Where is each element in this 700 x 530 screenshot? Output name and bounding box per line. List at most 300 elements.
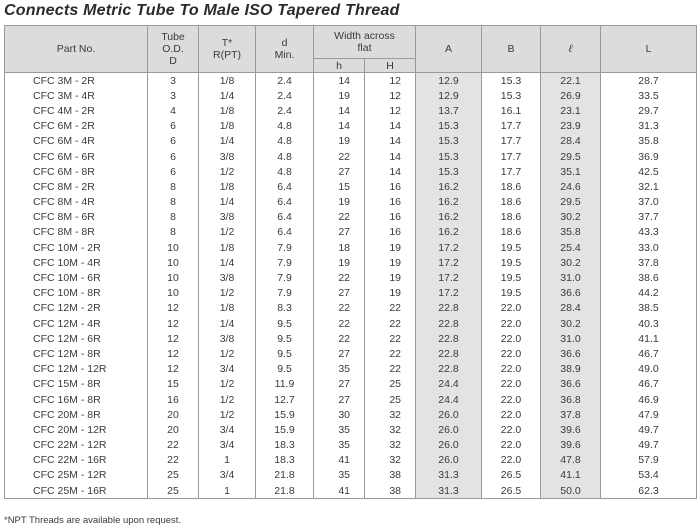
table-row [5, 453, 697, 468]
table-row [5, 88, 697, 103]
cell-thread: 1/2 [199, 225, 256, 240]
header-thread: T* R(PT) [199, 26, 256, 73]
cell-h-big: 38 [365, 468, 416, 483]
cell-a: 26.0 [416, 422, 482, 437]
header-h-small: h [314, 59, 365, 73]
cell-tube-od: 6 [148, 164, 199, 179]
cell-l-small: 36.6 [541, 346, 601, 361]
cell-b: 16.1 [482, 103, 541, 118]
cell-a: 31.3 [416, 483, 482, 499]
cell-d-min: 15.9 [256, 422, 314, 437]
cell-a: 15.3 [416, 149, 482, 164]
cell-h-big: 12 [365, 73, 416, 89]
cell-part-no: CFC 8M - 6R [5, 210, 148, 225]
cell-thread: 1/2 [199, 346, 256, 361]
cell-tube-od: 8 [148, 179, 199, 194]
cell-thread: 3/8 [199, 270, 256, 285]
cell-tube-od: 10 [148, 270, 199, 285]
cell-tube-od: 4 [148, 103, 199, 118]
cell-b: 18.6 [482, 195, 541, 210]
cell-d-min: 2.4 [256, 103, 314, 118]
cell-l-big: 37.0 [601, 195, 697, 210]
cell-thread: 1 [199, 453, 256, 468]
cell-h-small: 22 [314, 270, 365, 285]
cell-part-no: CFC 16M - 8R [5, 392, 148, 407]
cell-thread: 1/2 [199, 164, 256, 179]
cell-h-big: 32 [365, 407, 416, 422]
cell-a: 26.0 [416, 453, 482, 468]
cell-l-big: 32.1 [601, 179, 697, 194]
cell-a: 24.4 [416, 377, 482, 392]
cell-thread: 3/4 [199, 468, 256, 483]
cell-l-small: 35.8 [541, 225, 601, 240]
cell-h-small: 35 [314, 422, 365, 437]
cell-l-big: 57.9 [601, 453, 697, 468]
cell-tube-od: 6 [148, 134, 199, 149]
cell-h-small: 14 [314, 119, 365, 134]
cell-l-small: 36.8 [541, 392, 601, 407]
cell-d-min: 18.3 [256, 438, 314, 453]
cell-d-min: 2.4 [256, 88, 314, 103]
table-row [5, 149, 697, 164]
cell-h-big: 22 [365, 316, 416, 331]
cell-l-small: 39.6 [541, 422, 601, 437]
table-row [5, 255, 697, 270]
cell-part-no: CFC 22M - 12R [5, 438, 148, 453]
cell-l-big: 37.8 [601, 255, 697, 270]
cell-d-min: 11.9 [256, 377, 314, 392]
cell-l-small: 30.2 [541, 255, 601, 270]
cell-thread: 3/4 [199, 362, 256, 377]
cell-l-small: 28.4 [541, 134, 601, 149]
cell-h-big: 12 [365, 103, 416, 118]
table-row [5, 407, 697, 422]
cell-l-small: 31.0 [541, 331, 601, 346]
table-row [5, 316, 697, 331]
cell-l-big: 62.3 [601, 483, 697, 499]
table-row [5, 179, 697, 194]
cell-d-min: 2.4 [256, 73, 314, 89]
cell-l-big: 53.4 [601, 468, 697, 483]
cell-thread: 1/8 [199, 240, 256, 255]
cell-l-small: 23.9 [541, 119, 601, 134]
cell-part-no: CFC 20M - 12R [5, 422, 148, 437]
cell-l-big: 35.8 [601, 134, 697, 149]
table-row [5, 103, 697, 118]
cell-b: 22.0 [482, 301, 541, 316]
cell-h-small: 22 [314, 149, 365, 164]
cell-l-small: 36.6 [541, 377, 601, 392]
cell-part-no: CFC 12M - 6R [5, 331, 148, 346]
cell-l-big: 31.3 [601, 119, 697, 134]
header-b: B [482, 26, 541, 73]
cell-d-min: 18.3 [256, 453, 314, 468]
header-tube-od: Tube O.D. D [148, 26, 199, 73]
cell-tube-od: 12 [148, 362, 199, 377]
cell-part-no: CFC 6M - 6R [5, 149, 148, 164]
table-row [5, 210, 697, 225]
cell-l-big: 49.7 [601, 422, 697, 437]
cell-h-big: 32 [365, 422, 416, 437]
cell-part-no: CFC 8M - 4R [5, 195, 148, 210]
table-row [5, 195, 697, 210]
cell-l-small: 31.0 [541, 270, 601, 285]
cell-d-min: 7.9 [256, 270, 314, 285]
cell-a: 12.9 [416, 73, 482, 89]
cell-a: 22.8 [416, 331, 482, 346]
cell-h-big: 19 [365, 255, 416, 270]
table-row [5, 73, 697, 89]
cell-d-min: 9.5 [256, 362, 314, 377]
cell-b: 26.5 [482, 483, 541, 499]
cell-tube-od: 25 [148, 468, 199, 483]
cell-a: 16.2 [416, 225, 482, 240]
cell-thread: 1/8 [199, 73, 256, 89]
cell-h-big: 38 [365, 483, 416, 499]
cell-l-big: 33.0 [601, 240, 697, 255]
cell-h-big: 22 [365, 331, 416, 346]
cell-h-small: 22 [314, 316, 365, 331]
cell-thread: 1/4 [199, 316, 256, 331]
cell-h-small: 22 [314, 301, 365, 316]
cell-part-no: CFC 3M - 4R [5, 88, 148, 103]
cell-h-small: 35 [314, 362, 365, 377]
cell-l-big: 38.6 [601, 270, 697, 285]
cell-tube-od: 10 [148, 286, 199, 301]
cell-part-no: CFC 20M - 8R [5, 407, 148, 422]
cell-h-small: 27 [314, 286, 365, 301]
cell-a: 22.8 [416, 362, 482, 377]
cell-l-small: 30.2 [541, 210, 601, 225]
cell-part-no: CFC 12M - 12R [5, 362, 148, 377]
cell-d-min: 4.8 [256, 164, 314, 179]
cell-thread: 1/2 [199, 286, 256, 301]
cell-a: 16.2 [416, 195, 482, 210]
cell-tube-od: 15 [148, 377, 199, 392]
cell-l-small: 41.1 [541, 468, 601, 483]
cell-b: 19.5 [482, 286, 541, 301]
cell-tube-od: 22 [148, 438, 199, 453]
cell-l-small: 38.9 [541, 362, 601, 377]
cell-tube-od: 22 [148, 453, 199, 468]
cell-h-small: 18 [314, 240, 365, 255]
cell-tube-od: 20 [148, 407, 199, 422]
cell-h-small: 41 [314, 453, 365, 468]
fitting-spec-table [4, 25, 697, 499]
cell-part-no: CFC 6M - 4R [5, 134, 148, 149]
cell-d-min: 12.7 [256, 392, 314, 407]
cell-d-min: 8.3 [256, 301, 314, 316]
cell-h-big: 25 [365, 392, 416, 407]
cell-h-small: 22 [314, 210, 365, 225]
cell-l-small: 30.2 [541, 316, 601, 331]
cell-thread: 1/2 [199, 392, 256, 407]
table-row [5, 331, 697, 346]
header-part-no: Part No. [5, 26, 148, 73]
cell-b: 22.0 [482, 453, 541, 468]
cell-tube-od: 3 [148, 88, 199, 103]
cell-d-min: 7.9 [256, 240, 314, 255]
cell-part-no: CFC 25M - 12R [5, 468, 148, 483]
cell-l-small: 36.6 [541, 286, 601, 301]
cell-b: 18.6 [482, 179, 541, 194]
cell-part-no: CFC 4M - 2R [5, 103, 148, 118]
cell-h-small: 35 [314, 438, 365, 453]
table-row [5, 422, 697, 437]
cell-b: 22.0 [482, 346, 541, 361]
header-h-big: H [365, 59, 416, 73]
cell-a: 15.3 [416, 134, 482, 149]
cell-h-big: 22 [365, 301, 416, 316]
cell-h-big: 16 [365, 225, 416, 240]
cell-l-small: 50.0 [541, 483, 601, 499]
cell-tube-od: 12 [148, 301, 199, 316]
table-row [5, 286, 697, 301]
cell-d-min: 6.4 [256, 195, 314, 210]
cell-l-big: 49.7 [601, 438, 697, 453]
cell-tube-od: 6 [148, 149, 199, 164]
cell-l-big: 41.1 [601, 331, 697, 346]
cell-h-big: 25 [365, 377, 416, 392]
header-l-big: L [601, 26, 697, 73]
cell-h-small: 27 [314, 225, 365, 240]
cell-h-small: 19 [314, 255, 365, 270]
cell-b: 22.0 [482, 331, 541, 346]
cell-h-big: 14 [365, 149, 416, 164]
cell-b: 22.0 [482, 422, 541, 437]
cell-tube-od: 10 [148, 255, 199, 270]
table-row [5, 164, 697, 179]
cell-l-small: 24.6 [541, 179, 601, 194]
cell-part-no: CFC 12M - 2R [5, 301, 148, 316]
cell-part-no: CFC 15M - 8R [5, 377, 148, 392]
cell-part-no: CFC 8M - 8R [5, 225, 148, 240]
cell-l-big: 28.7 [601, 73, 697, 89]
cell-b: 22.0 [482, 407, 541, 422]
cell-h-small: 14 [314, 103, 365, 118]
cell-l-small: 47.8 [541, 453, 601, 468]
cell-h-small: 19 [314, 195, 365, 210]
table-row [5, 240, 697, 255]
cell-l-small: 37.8 [541, 407, 601, 422]
cell-d-min: 7.9 [256, 255, 314, 270]
cell-b: 17.7 [482, 134, 541, 149]
cell-h-big: 16 [365, 195, 416, 210]
cell-thread: 1/2 [199, 377, 256, 392]
cell-l-big: 44.2 [601, 286, 697, 301]
table-row [5, 362, 697, 377]
cell-l-small: 29.5 [541, 195, 601, 210]
cell-d-min: 21.8 [256, 468, 314, 483]
cell-l-big: 40.3 [601, 316, 697, 331]
cell-l-big: 29.7 [601, 103, 697, 118]
cell-l-small: 25.4 [541, 240, 601, 255]
cell-thread: 3/8 [199, 149, 256, 164]
cell-b: 17.7 [482, 149, 541, 164]
cell-a: 26.0 [416, 438, 482, 453]
table-row [5, 483, 697, 499]
cell-a: 22.8 [416, 301, 482, 316]
cell-h-small: 27 [314, 392, 365, 407]
cell-b: 17.7 [482, 119, 541, 134]
cell-h-big: 19 [365, 270, 416, 285]
cell-thread: 3/8 [199, 331, 256, 346]
cell-h-small: 19 [314, 88, 365, 103]
cell-d-min: 4.8 [256, 134, 314, 149]
table-row [5, 346, 697, 361]
header-l-small: ℓ [541, 26, 601, 73]
cell-thread: 1/8 [199, 103, 256, 118]
footnote: *NPT Threads are available upon request. [4, 515, 182, 526]
cell-thread: 1/4 [199, 195, 256, 210]
cell-h-small: 30 [314, 407, 365, 422]
cell-d-min: 4.8 [256, 149, 314, 164]
cell-h-small: 22 [314, 331, 365, 346]
cell-d-min: 6.4 [256, 225, 314, 240]
cell-tube-od: 12 [148, 346, 199, 361]
cell-h-big: 22 [365, 346, 416, 361]
cell-h-small: 15 [314, 179, 365, 194]
cell-b: 15.3 [482, 88, 541, 103]
cell-l-big: 37.7 [601, 210, 697, 225]
cell-d-min: 6.4 [256, 179, 314, 194]
cell-part-no: CFC 25M - 16R [5, 483, 148, 499]
cell-l-small: 28.4 [541, 301, 601, 316]
cell-l-big: 46.7 [601, 346, 697, 361]
table-row [5, 301, 697, 316]
cell-b: 22.0 [482, 316, 541, 331]
cell-a: 22.8 [416, 316, 482, 331]
cell-a: 17.2 [416, 286, 482, 301]
cell-tube-od: 8 [148, 225, 199, 240]
cell-part-no: CFC 8M - 2R [5, 179, 148, 194]
cell-b: 26.5 [482, 468, 541, 483]
cell-part-no: CFC 10M - 4R [5, 255, 148, 270]
cell-thread: 1/4 [199, 255, 256, 270]
cell-tube-od: 16 [148, 392, 199, 407]
cell-d-min: 9.5 [256, 316, 314, 331]
cell-part-no: CFC 12M - 4R [5, 316, 148, 331]
cell-l-big: 33.5 [601, 88, 697, 103]
cell-thread: 1/8 [199, 179, 256, 194]
cell-a: 12.9 [416, 88, 482, 103]
cell-h-small: 35 [314, 468, 365, 483]
cell-d-min: 9.5 [256, 331, 314, 346]
cell-tube-od: 12 [148, 316, 199, 331]
cell-thread: 3/4 [199, 422, 256, 437]
cell-l-big: 46.9 [601, 392, 697, 407]
cell-b: 18.6 [482, 210, 541, 225]
cell-a: 17.2 [416, 240, 482, 255]
cell-h-big: 16 [365, 210, 416, 225]
cell-h-big: 14 [365, 134, 416, 149]
cell-l-small: 29.5 [541, 149, 601, 164]
cell-tube-od: 6 [148, 119, 199, 134]
cell-a: 31.3 [416, 468, 482, 483]
cell-a: 22.8 [416, 346, 482, 361]
cell-d-min: 21.8 [256, 483, 314, 499]
cell-thread: 3/8 [199, 210, 256, 225]
cell-h-small: 27 [314, 377, 365, 392]
cell-l-big: 42.5 [601, 164, 697, 179]
cell-thread: 1/8 [199, 301, 256, 316]
header-d-min: d Min. [256, 26, 314, 73]
cell-l-big: 36.9 [601, 149, 697, 164]
cell-b: 19.5 [482, 270, 541, 285]
cell-part-no: CFC 6M - 8R [5, 164, 148, 179]
table-row [5, 377, 697, 392]
cell-h-big: 32 [365, 453, 416, 468]
cell-part-no: CFC 3M - 2R [5, 73, 148, 89]
cell-l-small: 35.1 [541, 164, 601, 179]
cell-h-big: 12 [365, 88, 416, 103]
cell-h-big: 32 [365, 438, 416, 453]
cell-thread: 1/8 [199, 119, 256, 134]
cell-l-small: 26.9 [541, 88, 601, 103]
cell-part-no: CFC 6M - 2R [5, 119, 148, 134]
cell-l-big: 47.9 [601, 407, 697, 422]
cell-part-no: CFC 10M - 8R [5, 286, 148, 301]
cell-tube-od: 12 [148, 331, 199, 346]
cell-tube-od: 8 [148, 195, 199, 210]
table-row [5, 468, 697, 483]
cell-a: 17.2 [416, 270, 482, 285]
cell-b: 22.0 [482, 362, 541, 377]
cell-a: 16.2 [416, 210, 482, 225]
cell-thread: 1/4 [199, 134, 256, 149]
cell-h-big: 22 [365, 362, 416, 377]
cell-b: 17.7 [482, 164, 541, 179]
table-row [5, 392, 697, 407]
header-width-across-flat: Width across flat [314, 26, 416, 59]
cell-part-no: CFC 10M - 2R [5, 240, 148, 255]
cell-l-small: 23.1 [541, 103, 601, 118]
cell-h-big: 16 [365, 179, 416, 194]
cell-thread: 1/2 [199, 407, 256, 422]
cell-tube-od: 25 [148, 483, 199, 499]
cell-tube-od: 3 [148, 73, 199, 89]
cell-tube-od: 8 [148, 210, 199, 225]
cell-b: 18.6 [482, 225, 541, 240]
cell-b: 15.3 [482, 73, 541, 89]
cell-a: 24.4 [416, 392, 482, 407]
cell-part-no: CFC 10M - 6R [5, 270, 148, 285]
cell-d-min: 7.9 [256, 286, 314, 301]
cell-a: 17.2 [416, 255, 482, 270]
cell-a: 15.3 [416, 119, 482, 134]
cell-tube-od: 10 [148, 240, 199, 255]
cell-a: 16.2 [416, 179, 482, 194]
header-a: A [416, 26, 482, 73]
table-row [5, 225, 697, 240]
cell-d-min: 6.4 [256, 210, 314, 225]
cell-l-small: 39.6 [541, 438, 601, 453]
cell-thread: 3/4 [199, 438, 256, 453]
cell-h-small: 19 [314, 134, 365, 149]
cell-h-small: 14 [314, 73, 365, 89]
cell-l-big: 46.7 [601, 377, 697, 392]
cell-b: 19.5 [482, 255, 541, 270]
cell-l-big: 43.3 [601, 225, 697, 240]
cell-part-no: CFC 22M - 16R [5, 453, 148, 468]
cell-h-big: 19 [365, 240, 416, 255]
table-title: Connects Metric Tube To Male ISO Tapered Thread [4, 2, 400, 19]
cell-h-big: 19 [365, 286, 416, 301]
cell-h-big: 14 [365, 164, 416, 179]
cell-h-big: 14 [365, 119, 416, 134]
table-row [5, 119, 697, 134]
cell-thread: 1/4 [199, 88, 256, 103]
